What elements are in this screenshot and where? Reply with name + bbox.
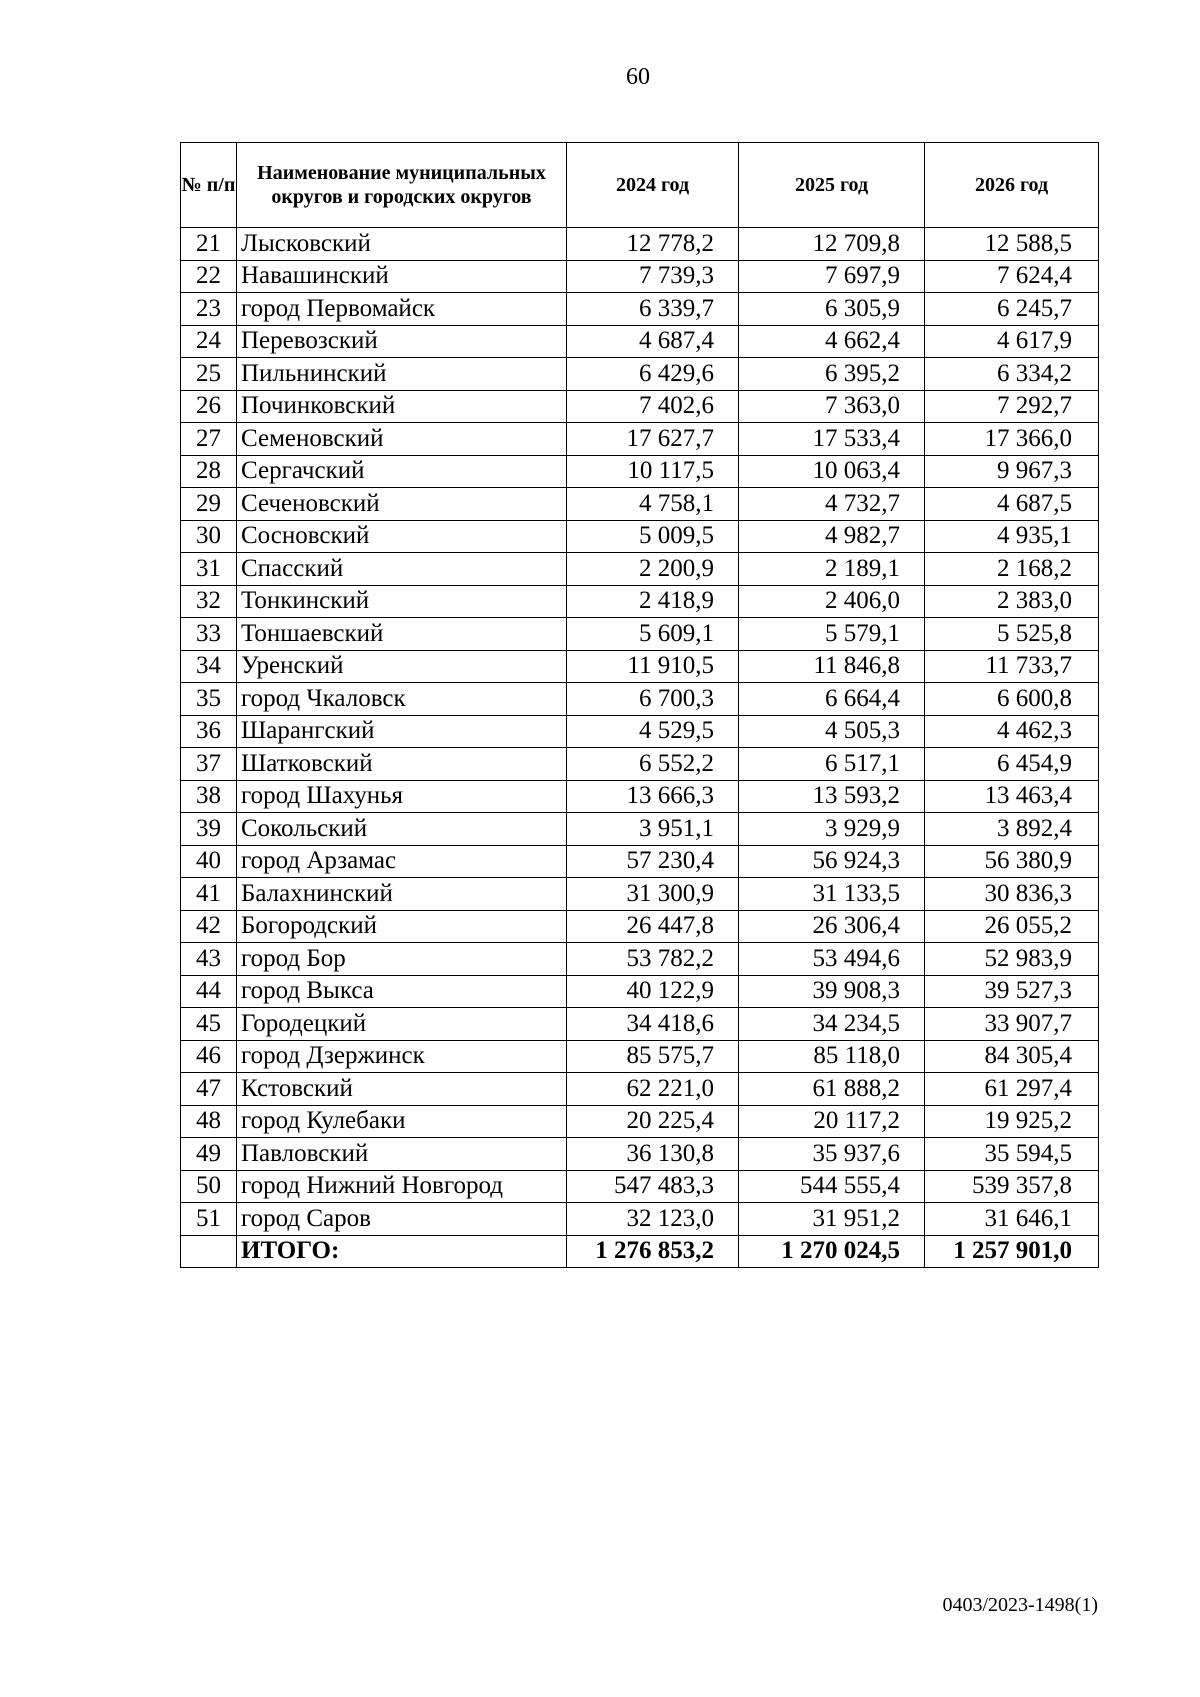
row-value-2024: 57 230,4 [567, 845, 739, 878]
row-value-2026: 56 380,9 [925, 845, 1099, 878]
row-value-2024: 2 200,9 [567, 553, 739, 586]
row-value-2026: 13 463,4 [925, 780, 1099, 813]
row-value-2025: 4 982,7 [739, 520, 925, 553]
row-value-2024: 5 609,1 [567, 618, 739, 651]
table-row [181, 585, 1099, 618]
row-value-2026: 26 055,2 [925, 910, 1099, 943]
row-name: Сосновский [237, 520, 567, 553]
row-value-2026: 6 334,2 [925, 358, 1099, 391]
row-value-2024: 12 778,2 [567, 228, 739, 261]
row-value-2025: 2 406,0 [739, 585, 925, 618]
row-value-2025: 85 118,0 [739, 1040, 925, 1073]
row-value-2026: 539 357,8 [925, 1170, 1099, 1203]
row-number: 24 [181, 325, 237, 358]
table-row [181, 910, 1099, 943]
table-row [181, 553, 1099, 586]
row-value-2026: 4 935,1 [925, 520, 1099, 553]
allocation-table [180, 142, 1099, 1268]
row-name: Кстовский [237, 1073, 567, 1106]
table-row [181, 1203, 1099, 1236]
table-row [181, 260, 1099, 293]
row-value-2024: 4 687,4 [567, 325, 739, 358]
row-value-2026: 2 383,0 [925, 585, 1099, 618]
row-value-2026: 7 292,7 [925, 390, 1099, 423]
table-row [181, 1040, 1099, 1073]
row-value-2025: 20 117,2 [739, 1105, 925, 1138]
row-name: Шарангский [237, 715, 567, 748]
row-number: 23 [181, 293, 237, 326]
table-body [181, 228, 1099, 1236]
row-number: 45 [181, 1008, 237, 1041]
row-number: 48 [181, 1105, 237, 1138]
header-name: Наименование муниципальных округов и городских округов [237, 143, 567, 228]
row-name: Городецкий [237, 1008, 567, 1041]
table-row [181, 650, 1099, 683]
row-value-2026: 6 454,9 [925, 748, 1099, 781]
row-value-2026: 84 305,4 [925, 1040, 1099, 1073]
table-row [181, 293, 1099, 326]
total-label: ИТОГО: [237, 1235, 567, 1268]
table-row [181, 1008, 1099, 1041]
row-value-2026: 17 366,0 [925, 423, 1099, 456]
row-value-2025: 6 517,1 [739, 748, 925, 781]
table-row [181, 325, 1099, 358]
row-number: 42 [181, 910, 237, 943]
row-name: город Чкаловск [237, 683, 567, 716]
table-row [181, 715, 1099, 748]
header-2025: 2025 год [739, 143, 925, 228]
row-number: 30 [181, 520, 237, 553]
row-value-2025: 17 533,4 [739, 423, 925, 456]
row-value-2025: 7 697,9 [739, 260, 925, 293]
row-number: 47 [181, 1073, 237, 1106]
row-name: город Первомайск [237, 293, 567, 326]
row-number: 22 [181, 260, 237, 293]
row-number: 39 [181, 813, 237, 846]
row-value-2025: 53 494,6 [739, 943, 925, 976]
row-name: Спасский [237, 553, 567, 586]
row-value-2026: 39 527,3 [925, 975, 1099, 1008]
table-row [181, 520, 1099, 553]
row-value-2026: 19 925,2 [925, 1105, 1099, 1138]
row-value-2024: 6 700,3 [567, 683, 739, 716]
header-2024: 2024 год [567, 143, 739, 228]
row-number: 37 [181, 748, 237, 781]
document-code: 0403/2023-1498(1) [942, 1594, 1098, 1616]
table-row [181, 1138, 1099, 1171]
row-value-2024: 17 627,7 [567, 423, 739, 456]
header-2026: 2026 год [925, 143, 1099, 228]
row-value-2024: 85 575,7 [567, 1040, 739, 1073]
row-value-2026: 31 646,1 [925, 1203, 1099, 1236]
row-value-2025: 39 908,3 [739, 975, 925, 1008]
total-2026: 1 257 901,0 [925, 1235, 1099, 1268]
row-value-2024: 34 418,6 [567, 1008, 739, 1041]
row-number: 38 [181, 780, 237, 813]
total-2024: 1 276 853,2 [567, 1235, 739, 1268]
row-value-2024: 2 418,9 [567, 585, 739, 618]
row-value-2024: 6 429,6 [567, 358, 739, 391]
table-row [181, 943, 1099, 976]
row-value-2025: 4 662,4 [739, 325, 925, 358]
row-number: 49 [181, 1138, 237, 1171]
row-value-2025: 6 305,9 [739, 293, 925, 326]
row-value-2024: 26 447,8 [567, 910, 739, 943]
row-value-2025: 544 555,4 [739, 1170, 925, 1203]
row-value-2026: 6 245,7 [925, 293, 1099, 326]
row-value-2026: 12 588,5 [925, 228, 1099, 261]
row-number: 27 [181, 423, 237, 456]
row-value-2025: 4 732,7 [739, 488, 925, 521]
row-number: 25 [181, 358, 237, 391]
row-value-2026: 9 967,3 [925, 455, 1099, 488]
row-value-2025: 34 234,5 [739, 1008, 925, 1041]
total-row [181, 1235, 1099, 1268]
row-value-2026: 11 733,7 [925, 650, 1099, 683]
row-name: город Бор [237, 943, 567, 976]
row-name: город Нижний Новгород [237, 1170, 567, 1203]
table-row [181, 975, 1099, 1008]
row-value-2026: 35 594,5 [925, 1138, 1099, 1171]
row-number: 41 [181, 878, 237, 911]
row-name: Лысковский [237, 228, 567, 261]
row-value-2024: 13 666,3 [567, 780, 739, 813]
row-name: Тонкинский [237, 585, 567, 618]
row-name: город Шахунья [237, 780, 567, 813]
row-value-2025: 56 924,3 [739, 845, 925, 878]
row-value-2025: 5 579,1 [739, 618, 925, 651]
table-row [181, 878, 1099, 911]
table-row [181, 845, 1099, 878]
row-number: 51 [181, 1203, 237, 1236]
table-row [181, 228, 1099, 261]
row-value-2025: 6 395,2 [739, 358, 925, 391]
row-value-2025: 4 505,3 [739, 715, 925, 748]
row-value-2026: 4 462,3 [925, 715, 1099, 748]
table-row [181, 618, 1099, 651]
row-value-2025: 35 937,6 [739, 1138, 925, 1171]
row-value-2026: 4 687,5 [925, 488, 1099, 521]
row-value-2026: 33 907,7 [925, 1008, 1099, 1041]
row-name: Уренский [237, 650, 567, 683]
row-value-2024: 7 739,3 [567, 260, 739, 293]
row-name: город Саров [237, 1203, 567, 1236]
row-name: Навашинский [237, 260, 567, 293]
row-value-2025: 31 951,2 [739, 1203, 925, 1236]
table-row [181, 358, 1099, 391]
row-value-2026: 61 297,4 [925, 1073, 1099, 1106]
row-value-2025: 10 063,4 [739, 455, 925, 488]
row-number: 50 [181, 1170, 237, 1203]
row-value-2026: 52 983,9 [925, 943, 1099, 976]
row-name: Тоншаевский [237, 618, 567, 651]
row-number: 26 [181, 390, 237, 423]
row-number: 35 [181, 683, 237, 716]
table-row [181, 1105, 1099, 1138]
row-value-2025: 3 929,9 [739, 813, 925, 846]
page-number: 60 [626, 64, 650, 90]
total-number-cell [181, 1235, 237, 1268]
row-name: Сергачский [237, 455, 567, 488]
row-value-2024: 40 122,9 [567, 975, 739, 1008]
row-number: 32 [181, 585, 237, 618]
header-number: № п/п [181, 143, 237, 228]
row-name: Шатковский [237, 748, 567, 781]
row-value-2024: 32 123,0 [567, 1203, 739, 1236]
row-value-2024: 6 339,7 [567, 293, 739, 326]
row-value-2025: 11 846,8 [739, 650, 925, 683]
row-name: Пильнинский [237, 358, 567, 391]
row-value-2024: 11 910,5 [567, 650, 739, 683]
row-name: город Кулебаки [237, 1105, 567, 1138]
table-row [181, 488, 1099, 521]
row-value-2024: 547 483,3 [567, 1170, 739, 1203]
row-value-2026: 7 624,4 [925, 260, 1099, 293]
row-name: Павловский [237, 1138, 567, 1171]
row-value-2026: 6 600,8 [925, 683, 1099, 716]
row-value-2026: 2 168,2 [925, 553, 1099, 586]
row-value-2025: 7 363,0 [739, 390, 925, 423]
row-value-2024: 3 951,1 [567, 813, 739, 846]
row-number: 44 [181, 975, 237, 1008]
row-name: город Выкса [237, 975, 567, 1008]
row-name: город Дзержинск [237, 1040, 567, 1073]
table-row [181, 423, 1099, 456]
row-number: 40 [181, 845, 237, 878]
row-value-2025: 2 189,1 [739, 553, 925, 586]
row-value-2025: 61 888,2 [739, 1073, 925, 1106]
row-value-2024: 53 782,2 [567, 943, 739, 976]
row-name: Починковский [237, 390, 567, 423]
table-row [181, 1170, 1099, 1203]
row-value-2024: 4 529,5 [567, 715, 739, 748]
row-number: 21 [181, 228, 237, 261]
total-2025: 1 270 024,5 [739, 1235, 925, 1268]
row-value-2026: 4 617,9 [925, 325, 1099, 358]
row-name: Сеченовский [237, 488, 567, 521]
row-name: Балахнинский [237, 878, 567, 911]
row-value-2025: 13 593,2 [739, 780, 925, 813]
row-value-2026: 30 836,3 [925, 878, 1099, 911]
row-number: 36 [181, 715, 237, 748]
row-number: 28 [181, 455, 237, 488]
row-value-2024: 31 300,9 [567, 878, 739, 911]
row-value-2026: 5 525,8 [925, 618, 1099, 651]
row-value-2026: 3 892,4 [925, 813, 1099, 846]
row-value-2024: 5 009,5 [567, 520, 739, 553]
row-number: 46 [181, 1040, 237, 1073]
row-value-2025: 31 133,5 [739, 878, 925, 911]
table-row [181, 780, 1099, 813]
row-number: 31 [181, 553, 237, 586]
row-name: Перевозский [237, 325, 567, 358]
row-number: 29 [181, 488, 237, 521]
row-value-2025: 12 709,8 [739, 228, 925, 261]
row-number: 43 [181, 943, 237, 976]
row-value-2024: 62 221,0 [567, 1073, 739, 1106]
row-number: 34 [181, 650, 237, 683]
row-name: Богородский [237, 910, 567, 943]
row-value-2025: 26 306,4 [739, 910, 925, 943]
table-row [181, 748, 1099, 781]
row-value-2024: 7 402,6 [567, 390, 739, 423]
row-name: город Арзамас [237, 845, 567, 878]
table-row [181, 1073, 1099, 1106]
row-value-2025: 6 664,4 [739, 683, 925, 716]
row-value-2024: 6 552,2 [567, 748, 739, 781]
table-row [181, 813, 1099, 846]
row-value-2024: 36 130,8 [567, 1138, 739, 1171]
row-value-2024: 4 758,1 [567, 488, 739, 521]
row-number: 33 [181, 618, 237, 651]
table-row [181, 455, 1099, 488]
table-row [181, 390, 1099, 423]
row-value-2024: 10 117,5 [567, 455, 739, 488]
row-value-2024: 20 225,4 [567, 1105, 739, 1138]
table-row [181, 683, 1099, 716]
row-name: Сокольский [237, 813, 567, 846]
table-header-row [181, 143, 1099, 228]
row-name: Семеновский [237, 423, 567, 456]
